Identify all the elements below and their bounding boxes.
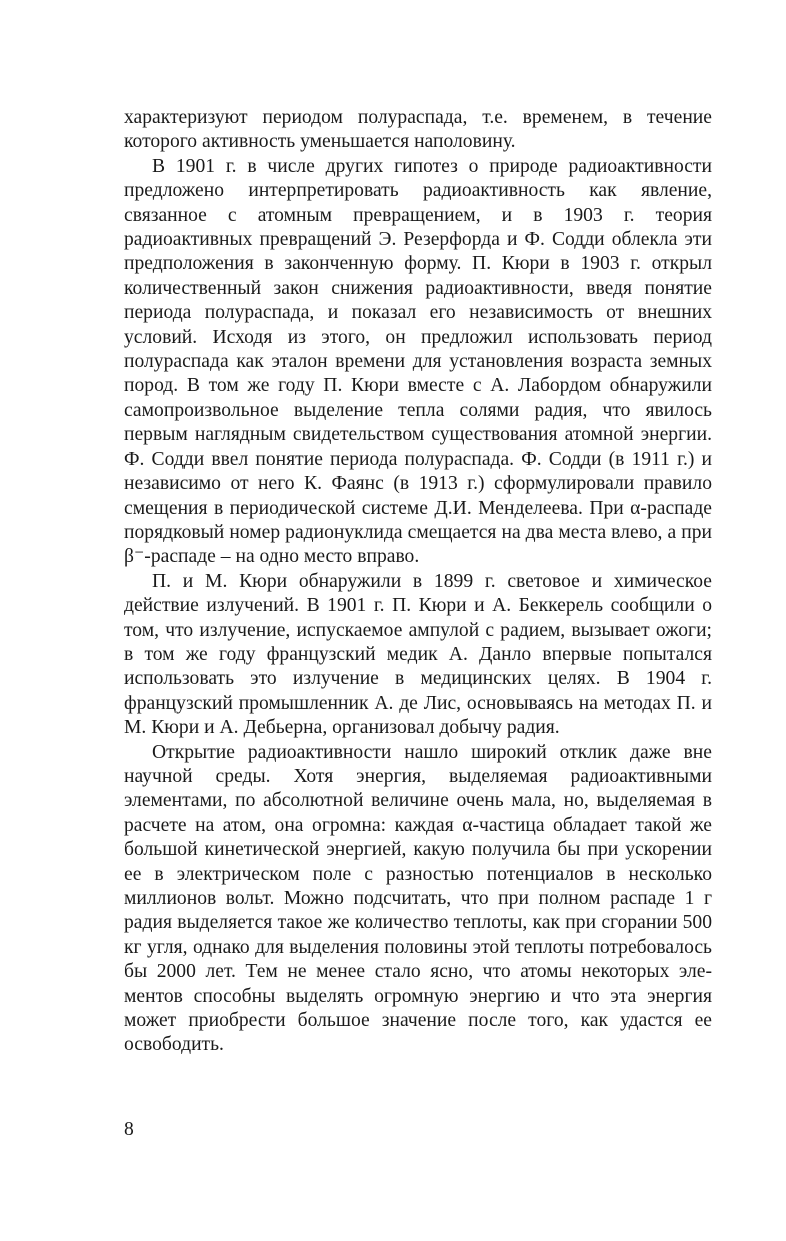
paragraph-radioactivity-history: В 1901 г. в числе других гипотез о природе радиоактивности предложено интерпретировать радиоактивность как явление, связанное с атомным превращением, и в 1903 г. теория радиоактивных превращений Э. Резерфорда и Ф. Содди облекла эти предположения в законченную форму. П. Кюри в 1903 г. открыл количественный закон снижения радиоактивности, введя понятие периода полураспада, и показал его независимость от внешних условий. Исходя из этого, он предложил использовать период полураспада как эталон времени для установления возраста земных пород. В том же году П. Кюри вместе с А. Лабордом обнаружили самопроизвольное выделение тепла солями радия, что явилось первым наглядным свидетельством существования атомной энергии. Ф. Содди ввел понятие периода полураспада. Ф. Содди (в 1911 г.) и независимо от него К. Фаянс (в 1913 г.) сформулировали правило смещения в периодической системе Д.И. Менделеева. При α-распаде порядковый номер радионуклида смещается на два места влево, а при β⁻-распаде – на одно место вправо. [124,155,712,568]
paragraph-energy: Открытие радиоактивности нашло широкий отклик даже вне научной среды. Хотя энергия, выделяемая радиоактивными элементами, по абсолютной величине очень мала, но, выделяемая в расчете на атом, она огромна: каждая α-частица обладает такой же большой кинетической энергией, какую получила бы при ускорении ее в электрическом поле с разностью потенциалов в несколько миллионов вольт. Можно подсчитать, что при полном распаде 1 г радия выделяется такое же количество теплоты, как при сгорании 500 кг угля, однако для выделения половины этой теплоты потребовалось бы 2000 лет. Тем не менее стало ясно, что атомы некоторых элементов способны выделять огромную энергию и что эта энергия может приобрести большое значение после того, как удастся ее освободить. [124,741,712,1056]
page-number: 8 [124,1119,134,1140]
paragraph-curie-effects: П. и М. Кюри обнаружили в 1899 г. световое и химическое действие излучений. В 1901 г. П. Кюри и А. Беккерель сообщили о том, что излучение, испускаемое ампулой с радием, вызывает ожоги; в том же году французский медик А. Данло впервые попытался использовать это излучение в медицинских целях. В 1904 г. французский промышленник А. де Лис, основываясь на методах П. и М. Кюри и А. Дебьерна, организовал добычу радия. [124,570,712,739]
page-body [124,106,712,1058]
paragraph-continuation: характеризуют периодом полураспада, т.е. временем, в течение которого активность уменьшается наполовину. [124,107,712,153]
